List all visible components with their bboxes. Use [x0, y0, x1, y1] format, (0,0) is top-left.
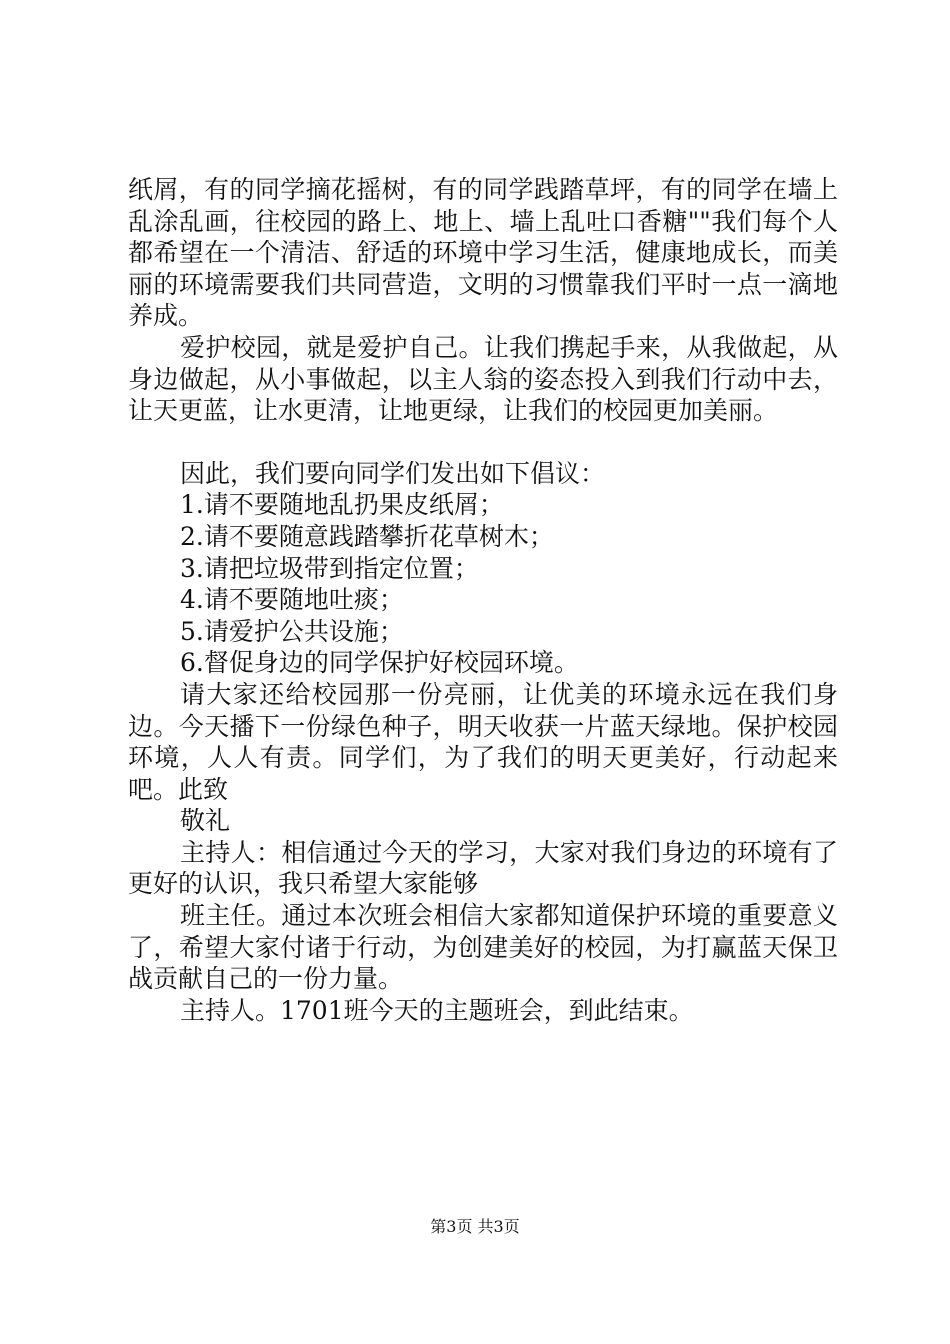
salutation: 敬礼 [180, 806, 231, 836]
paragraph-proposal-intro: 因此，我们要向同学们发出如下倡议： [180, 458, 606, 488]
proposal-item-3: 3.请把垃圾带到指定位置； [180, 553, 479, 583]
paragraph-appeal: 请大家还给校园那一份亮丽，让优美的环境永远在我们身边。今天播下一份绿色种子，明天收获一片蓝天绿地。保护校园环境，人人有责。同学们，为了我们的明天更美好，行动起来吧。此致 [128, 679, 838, 804]
paragraph-care-campus: 爱护校园，就是爱护自己。让我们携起手来，从我做起，从身边做起，从小事做起，以主人翁的姿态投入到我们行动中去，让天更蓝，让水更清，让地更绿，让我们的校园更加美丽。 [128, 332, 838, 426]
proposal-item-1: 1.请不要随地乱扔果皮纸屑； [180, 490, 504, 520]
paragraph-host-closing: 主持人。1701班今天的主题班会，到此结束。 [180, 995, 694, 1025]
page-number-footer: 第3页 共3页 [430, 1217, 520, 1236]
proposal-item-2: 2.请不要随意践踏攀折花草树木； [180, 521, 554, 551]
paragraph-host-remark: 主持人：相信通过今天的学习，大家对我们身边的环境有了更好的认识，我只希望大家能够 [128, 837, 838, 899]
paragraph-teacher-remark: 班主任。通过本次班会相信大家都知道保护环境的重要意义了，希望大家付诸于行动，为创建美好的校园，为打赢蓝天保卫战贡献自己的一份力量。 [128, 901, 838, 994]
paragraph-intro: 纸屑，有的同学摘花摇树，有的同学践踏草坪，有的同学在墙上乱涂乱画，往校园的路上、地上、墙上乱吐口香糖""我们每个人都希望在一个清洁、舒适的环境中学习生活，健康地成长，而美丽的环境需要我们共同营造，文明的习惯靠我们平时一点一滴地养成。 [128, 175, 838, 331]
proposal-item-6: 6.督促身边的同学保护好校园环境。 [180, 648, 579, 678]
proposal-item-4: 4.请不要随地吐痰； [180, 585, 404, 615]
document-body [128, 174, 838, 1026]
proposal-item-5: 5.请爱护公共设施； [180, 616, 404, 646]
